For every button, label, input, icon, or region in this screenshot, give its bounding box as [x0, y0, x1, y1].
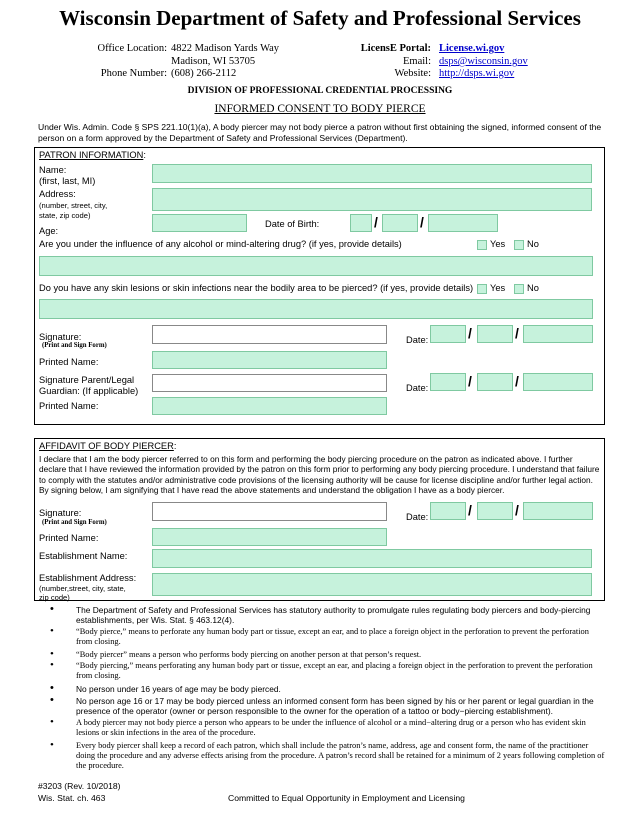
- date-slash: /: [515, 502, 519, 518]
- patron-heading: PATRON INFORMATION:: [39, 150, 146, 160]
- influence-yes-checkbox[interactable]: [477, 240, 487, 250]
- office-location-line2: Madison, WI 53705: [171, 56, 256, 67]
- email-link[interactable]: dsps@wisconsin.gov: [439, 56, 528, 67]
- dob-label: Date of Birth:: [265, 219, 320, 229]
- bullet-item: • No person age 16 or 17 may be body pierced unless an informed consent form has been signed by his or her parent or legal guardian in the presence of the operator (owner or person responsible to the owner for the operation of a tattoo or body−piercing establishment).: [50, 694, 594, 716]
- license-portal-label: LicensE Portal:: [360, 43, 431, 54]
- address-sublabel-2: state, zip code): [39, 211, 91, 220]
- dob-slash: /: [420, 214, 424, 230]
- influence-no-label: No: [527, 239, 539, 249]
- patron-age-input[interactable]: [152, 214, 247, 232]
- address-label: Address:: [39, 189, 76, 199]
- patron-signature-field[interactable]: [152, 325, 387, 344]
- establishment-name-input[interactable]: [152, 549, 592, 568]
- establishment-address-sublabel-2: zip code): [39, 593, 70, 602]
- piercer-printed-name-label: Printed Name:: [39, 533, 99, 543]
- skin-yes-checkbox[interactable]: [477, 284, 487, 294]
- form-title: INFORMED CONSENT TO BODY PIERCE: [214, 103, 426, 115]
- bullet-item: • No person under 16 years of age may be body pierced.: [50, 682, 281, 694]
- patron-date-month[interactable]: [430, 325, 466, 343]
- age-label: Age:: [39, 226, 59, 236]
- skin-no-checkbox[interactable]: [514, 284, 524, 294]
- dob-month-input[interactable]: [350, 214, 372, 232]
- guardian-label-2: Guardian: (If applicable): [39, 386, 139, 396]
- skin-question: Do you have any skin lesions or skin infections near the bodily area to be pierced? (if yes, provide details): [39, 283, 474, 293]
- phone-label: Phone Number:: [100, 68, 167, 79]
- dob-day-input[interactable]: [382, 214, 418, 232]
- bullet-item: • “Body piercer” means a person who performs body piercing on another person at that person’s request.: [50, 648, 422, 660]
- piercer-date-label: Date:: [406, 512, 429, 522]
- date-slash: /: [468, 373, 472, 389]
- office-location-line1: 4822 Madison Yards Way: [171, 43, 280, 54]
- influence-details-input[interactable]: [39, 256, 593, 276]
- website-link[interactable]: http://dsps.wi.gov: [439, 68, 515, 79]
- affidavit-text: I declare that I am the body piercer referred to on this form and performing the body piercing procedure on the patron as indicated above. I further declare that I have reviewed the information provided by the patron on this form prior to performing any body piercing procedure. I understand that failure to comply with the statutes and/or administrative code provisions of the licensing authority will be cause for license discipline and/or further legal action. By signing below, I am signifying that I have read the above statements and understand the obligation I have as a body piercer.: [39, 454, 600, 496]
- date-slash: /: [468, 325, 472, 341]
- office-location-label: Office Location:: [97, 43, 167, 54]
- phone-number: (608) 266-2112: [171, 68, 237, 79]
- address-sublabel-1: (number, street, city,: [39, 201, 108, 210]
- guardian-printed-name-input[interactable]: [152, 397, 387, 415]
- patron-name-input[interactable]: [152, 164, 592, 183]
- piercer-date-year[interactable]: [523, 502, 593, 520]
- establishment-address-sublabel-1: (number,street, city, state,: [39, 584, 126, 593]
- guardian-signature-field[interactable]: [152, 374, 387, 392]
- guardian-date-year[interactable]: [523, 373, 593, 391]
- bullet-item: • “Body pierce,” means to perforate any human body part or tissue, except an ear, and to place a foreign object in the perforation to prevent the perforation from closing.: [50, 625, 589, 646]
- name-label: Name:: [39, 165, 67, 175]
- bullet-item: • The Department of Safety and Professional Services has statutory authority to promulgate rules regulating body piercers and body-piercing establishments, per Wis. Stat. § 463.12(4).: [50, 603, 591, 625]
- dob-slash: /: [374, 214, 378, 230]
- license-portal-link[interactable]: License.wi.gov: [439, 43, 505, 54]
- date-slash: /: [515, 325, 519, 341]
- website-label: Website:: [394, 68, 431, 79]
- patron-address-input[interactable]: [152, 188, 592, 211]
- influence-question: Are you under the influence of any alcohol or mind-altering drug? (if yes, provide details): [39, 239, 402, 249]
- agency-title: Wisconsin Department of Safety and Professional Services: [59, 6, 581, 30]
- bullet-item: • Every body piercer shall keep a record of each patron, which shall include the patron’s name, address, age and consent form, the name of the practitioner doing the procedure and any adverse effects arising from the procedure. A patron’s record shall be retained for a minimum of 2 years following completion of the procedure.: [50, 739, 605, 770]
- piercer-date-month[interactable]: [430, 502, 466, 520]
- dob-year-input[interactable]: [428, 214, 498, 232]
- date-slash: /: [468, 502, 472, 518]
- patron-date-label: Date:: [406, 335, 429, 345]
- patron-date-day[interactable]: [477, 325, 513, 343]
- name-sublabel: (first, last, MI): [39, 176, 96, 186]
- guardian-date-day[interactable]: [477, 373, 513, 391]
- guardian-date-month[interactable]: [430, 373, 466, 391]
- bullet-item: • A body piercer may not body pierce a person who appears to be under the influence of alcohol or a mind−altering drug or a person who has evident skin lesions or skin infections in the area of the procedure.: [50, 716, 586, 737]
- equal-opportunity-statement: Committed to Equal Opportunity in Employment and Licensing: [228, 793, 465, 803]
- guardian-date-label: Date:: [406, 383, 429, 393]
- guardian-printed-name-label: Printed Name:: [39, 401, 99, 411]
- patron-printed-name-input[interactable]: [152, 351, 387, 369]
- piercer-signature-label: Signature:: [39, 508, 82, 518]
- piercer-signature-sublabel: (Print and Sign Form): [42, 519, 107, 526]
- establishment-name-label: Establishment Name:: [39, 551, 128, 561]
- influence-yes-label: Yes: [490, 239, 506, 249]
- signature-label: Signature:: [39, 332, 82, 342]
- establishment-address-label: Establishment Address:: [39, 573, 137, 583]
- printed-name-label: Printed Name:: [39, 357, 99, 367]
- piercer-signature-field[interactable]: [152, 502, 387, 521]
- skin-details-input[interactable]: [39, 299, 593, 319]
- form-number: #3203 (Rev. 10/2018): [38, 781, 121, 791]
- guardian-label-1: Signature Parent/Legal: [39, 375, 135, 385]
- statute-reference: Wis. Stat. ch. 463: [38, 793, 106, 803]
- date-slash: /: [515, 373, 519, 389]
- bullet-item: • “Body piercing,” means perforating any human body part or tissue, except an ear, and placing a foreign object in the perforation to prevent the perforation from closing.: [50, 659, 593, 680]
- establishment-address-input[interactable]: [152, 573, 592, 596]
- piercer-date-day[interactable]: [477, 502, 513, 520]
- patron-date-year[interactable]: [523, 325, 593, 343]
- intro-text: Under Wis. Admin. Code § SPS 221.10(1)(a), A body piercer may not body pierce a patron without first obtaining the signed, informed consent of the person on a form approved by the Department of Safety and Professional Services (Department).: [38, 122, 602, 143]
- influence-no-checkbox[interactable]: [514, 240, 524, 250]
- skin-no-label: No: [527, 283, 539, 293]
- skin-yes-label: Yes: [490, 283, 506, 293]
- piercer-printed-name-input[interactable]: [152, 528, 387, 546]
- signature-sublabel: (Print and Sign Form): [42, 342, 107, 349]
- division-title: DIVISION OF PROFESSIONAL CREDENTIAL PROCESSING: [187, 86, 453, 96]
- email-label: Email:: [403, 56, 431, 67]
- affidavit-heading: AFFIDAVIT OF BODY PIERCER:: [39, 441, 177, 451]
